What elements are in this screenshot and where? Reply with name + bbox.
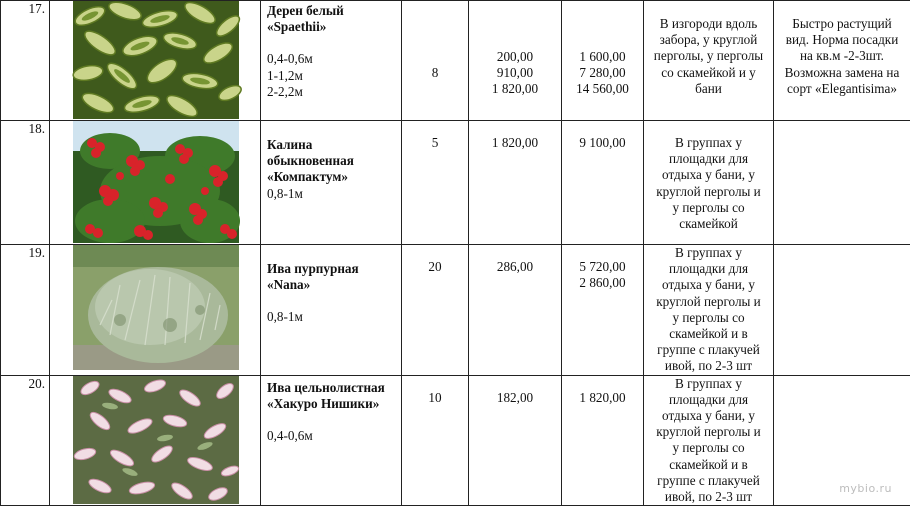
placement-cell — [644, 245, 774, 376]
quantity-cell — [402, 121, 469, 245]
placement-line: В группах у — [644, 376, 773, 392]
plant-photo-viburnum — [50, 121, 261, 245]
note-cell — [774, 1, 910, 121]
variegated-dogwood-image — [50, 1, 261, 119]
plant-photo-hakuro-nishiki — [50, 375, 261, 506]
plant-name-cell — [261, 1, 402, 121]
plant-name-cell — [261, 245, 402, 376]
quantity-value: 10 — [402, 390, 468, 406]
plant-size: 0,4-0,6м — [267, 428, 397, 444]
quantity-cell — [402, 245, 469, 376]
total-cell — [562, 375, 644, 506]
plant-name-line: Ива цельнолистная — [267, 380, 397, 396]
plant-size: 0,8-1м — [267, 186, 397, 202]
placement-line: у перголы со — [644, 310, 773, 326]
plant-size: 2-2,2м — [267, 84, 397, 100]
placement-line: бани — [644, 81, 773, 97]
quantity-value: 20 — [402, 259, 468, 275]
placement-line: круглой перголы и — [644, 294, 773, 310]
note-line: на кв.м -2-3шт. — [774, 48, 910, 64]
plant-name-line: Ива пурпурная — [267, 261, 397, 277]
price-cell — [469, 121, 562, 245]
placement-line: скамейкой и в — [644, 457, 773, 473]
quantity-value: 5 — [402, 135, 468, 151]
placement-line: скамейкой и в — [644, 326, 773, 342]
total-value: 14 560,00 — [562, 81, 643, 97]
price-cell — [469, 245, 562, 376]
row-number: 18. — [1, 121, 50, 245]
placement-line: ивой, по 2-3 шт — [644, 358, 773, 374]
total-cell — [562, 245, 644, 376]
row-number: 20. — [1, 375, 50, 506]
price-value: 1 820,00 — [469, 135, 561, 151]
plant-photo-salix-purpurea — [50, 245, 261, 376]
note-cell — [774, 121, 910, 245]
plant-name-cell — [261, 121, 402, 245]
placement-line: отдыха у бани, у — [644, 277, 773, 293]
placement-line: площадки для — [644, 151, 773, 167]
placement-line: ивой, по 2-3 шт — [644, 489, 773, 505]
table-row — [1, 245, 910, 376]
plant-size: 1-1,2м — [267, 68, 397, 84]
row-number: 19. — [1, 245, 50, 376]
total-cell — [562, 1, 644, 121]
plant-name-line: «Компактум» — [267, 169, 397, 185]
plant-name-cell — [261, 375, 402, 506]
quantity-cell — [402, 375, 469, 506]
placement-line: группе с плакучей — [644, 473, 773, 489]
placement-line: В группах у — [644, 135, 773, 151]
table-row — [1, 121, 910, 245]
note-line: Возможна замена на — [774, 65, 910, 81]
table-row — [1, 375, 910, 506]
placement-line: площадки для — [644, 392, 773, 408]
total-value: 2 860,00 — [562, 275, 643, 291]
plant-name-line: Калина — [267, 137, 397, 153]
hakuro-nishiki-image — [50, 376, 261, 504]
viburnum-berries-image — [50, 121, 261, 243]
placement-line: забора, у круглой — [644, 32, 773, 48]
price-value: 182,00 — [469, 390, 561, 406]
price-cell — [469, 1, 562, 121]
placement-line: отдыха у бани, у — [644, 167, 773, 183]
total-value: 1 600,00 — [562, 49, 643, 65]
plant-photo-spaethii — [50, 1, 261, 121]
price-value: 910,00 — [469, 65, 561, 81]
placement-line: перголы, у перголы — [644, 48, 773, 64]
plant-name-line: Дерен белый — [267, 3, 397, 19]
table-row — [1, 1, 910, 121]
plant-size: 0,4-0,6м — [267, 51, 397, 67]
total-value: 7 280,00 — [562, 65, 643, 81]
total-value: 5 720,00 — [562, 259, 643, 275]
price-value: 286,00 — [469, 259, 561, 275]
placement-line: группе с плакучей — [644, 342, 773, 358]
price-cell — [469, 375, 562, 506]
plant-name-line: «Хакуро Нишики» — [267, 396, 397, 412]
watermark: mybio.ru — [839, 482, 892, 495]
total-value: 1 820,00 — [562, 390, 643, 406]
placement-cell — [644, 375, 774, 506]
placement-cell — [644, 1, 774, 121]
quantity-cell — [402, 1, 469, 121]
note-line: Быстро растущий — [774, 16, 910, 32]
price-value: 200,00 — [469, 49, 561, 65]
willow-shrub-image — [50, 245, 261, 370]
total-value: 9 100,00 — [562, 135, 643, 151]
placement-line: В группах у — [644, 245, 773, 261]
price-value: 1 820,00 — [469, 81, 561, 97]
placement-line: отдыха у бани, у — [644, 408, 773, 424]
plant-name-line: «Nana» — [267, 277, 397, 293]
placement-line: со скамейкой и у — [644, 65, 773, 81]
total-cell — [562, 121, 644, 245]
note-cell — [774, 245, 910, 376]
note-line: сорт «Elegantisima» — [774, 81, 910, 97]
placement-line: круглой перголы и — [644, 184, 773, 200]
plant-size: 0,8-1м — [267, 309, 397, 325]
note-line: вид. Норма посадки — [774, 32, 910, 48]
plant-name-line: «Spaethii» — [267, 19, 397, 35]
placement-line: у перголы со — [644, 200, 773, 216]
placement-line: круглой перголы и — [644, 424, 773, 440]
placement-cell — [644, 121, 774, 245]
placement-line: В изгороди вдоль — [644, 16, 773, 32]
row-number: 17. — [1, 1, 50, 121]
plant-name-line: обыкновенная — [267, 153, 397, 169]
placement-line: скамейкой — [644, 216, 773, 232]
quantity-value: 8 — [402, 65, 468, 81]
placement-line: у перголы со — [644, 440, 773, 456]
placement-line: площадки для — [644, 261, 773, 277]
